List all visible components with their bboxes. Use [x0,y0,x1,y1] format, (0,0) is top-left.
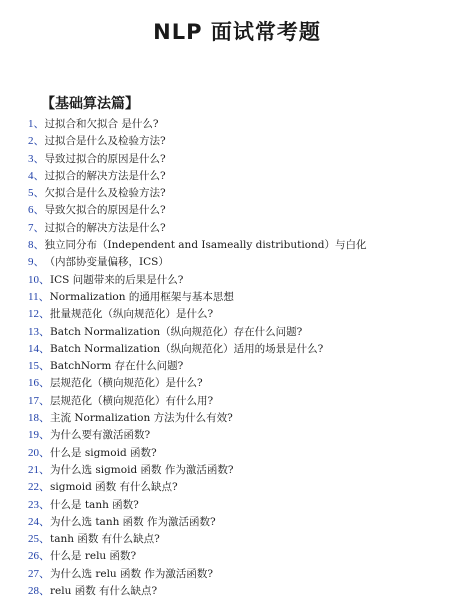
question-text: sigmoid 函数 有什么缺点? [50,481,178,494]
question-text: Normalization 的通用框架与基本思想 [49,290,234,303]
question-number: 18、 [28,412,50,425]
question-item [28,583,468,600]
question-number: 9、 [28,256,45,269]
question-item [28,324,468,341]
question-item [28,514,468,531]
question-item [28,185,468,202]
question-number: 15、 [28,360,50,373]
section-heading: 【基础算法篇】 [41,96,139,112]
question-number: 19、 [28,429,50,442]
question-text: 什么是 tanh 函数? [50,498,139,511]
question-text: 什么是 relu 函数? [50,550,137,563]
question-text: 独立同分布（Independent and Isameally distributiond）与白化 [44,239,367,252]
question-item [28,445,468,462]
question-text: 欠拟合是什么及检验方法? [44,187,166,200]
question-number: 26、 [28,550,50,563]
question-item [28,168,468,185]
question-text: 主流 Normalization 方法为什么有效? [50,412,233,425]
question-number: 13、 [28,325,50,338]
question-text: 过拟合的解决方法是什么? [44,169,166,182]
question-number: 20、 [28,446,50,459]
question-item [28,566,468,583]
question-text: 导致过拟合的原因是什么? [44,152,166,165]
question-text: tanh 函数 有什么缺点? [50,533,160,546]
question-item [28,306,468,323]
question-text: Batch Normalization（纵向规范化）存在什么问题? [50,325,303,338]
question-text: 层规范化（横向规范化）有什么用? [50,394,214,407]
question-text: 过拟合是什么及检验方法? [44,135,166,148]
question-number: 1、 [28,118,45,130]
question-text: 为什么选 tanh 函数 作为激活函数? [50,515,216,528]
question-number: 11、 [28,290,50,303]
question-item [28,220,468,237]
question-text: 过拟合和欠拟合 是什么? [44,118,159,130]
question-number: 25、 [28,533,50,546]
question-text: 批量规范化（纵向规范化）是什么? [50,308,214,321]
question-item [28,497,468,514]
question-item [28,341,468,358]
question-text: 导致欠拟合的原因是什么? [44,204,166,217]
question-text: ICS 问题带来的后果是什么? [50,273,184,286]
question-text: 为什么选 relu 函数 作为激活函数? [50,567,213,580]
question-item [28,202,468,219]
question-number: 5、 [28,187,45,200]
question-item [28,237,468,254]
question-item [28,272,468,289]
question-number: 4、 [28,169,45,182]
question-item [28,531,468,548]
question-number: 7、 [28,221,45,234]
question-number: 27、 [28,567,50,580]
question-item [28,289,468,306]
question-number: 12、 [28,308,50,321]
question-number: 14、 [28,342,50,355]
question-number: 10、 [28,273,50,286]
question-number: 28、 [28,585,50,598]
question-item [28,254,468,271]
question-text: 为什么选 sigmoid 函数 作为激活函数? [50,463,234,476]
question-number: 23、 [28,498,50,511]
question-item [28,151,468,168]
question-item [28,133,468,150]
question-item [28,375,468,392]
question-item [28,358,468,375]
question-item [28,462,468,479]
question-item [28,479,468,496]
question-number: 21、 [28,463,50,476]
question-item [28,410,468,427]
question-number: 2、 [28,135,45,148]
question-text: 什么是 sigmoid 函数? [50,446,157,459]
question-text: 层规范化（横向规范化）是什么? [50,377,203,390]
question-text: Batch Normalization（纵向规范化）适用的场景是什么? [50,342,324,355]
question-item [28,427,468,444]
question-number: 24、 [28,515,50,528]
question-number: 22、 [28,481,50,494]
question-item [28,116,468,133]
page-title: NLP 面试常考题 [153,20,321,44]
question-text: 为什么要有激活函数? [50,429,151,442]
question-list [28,116,468,600]
question-item [28,548,468,565]
question-text: relu 函数 有什么缺点? [50,585,158,598]
question-number: 16、 [28,377,50,390]
question-number: 17、 [28,394,50,407]
question-text: BatchNorm 存在什么问题? [50,360,184,373]
question-number: 6、 [28,204,45,217]
question-number: 8、 [28,239,45,252]
question-text: （内部协变量偏移，ICS） [44,256,169,269]
question-text: 过拟合的解决方法是什么? [44,221,166,234]
question-number: 3、 [28,152,45,165]
question-item [28,393,468,410]
